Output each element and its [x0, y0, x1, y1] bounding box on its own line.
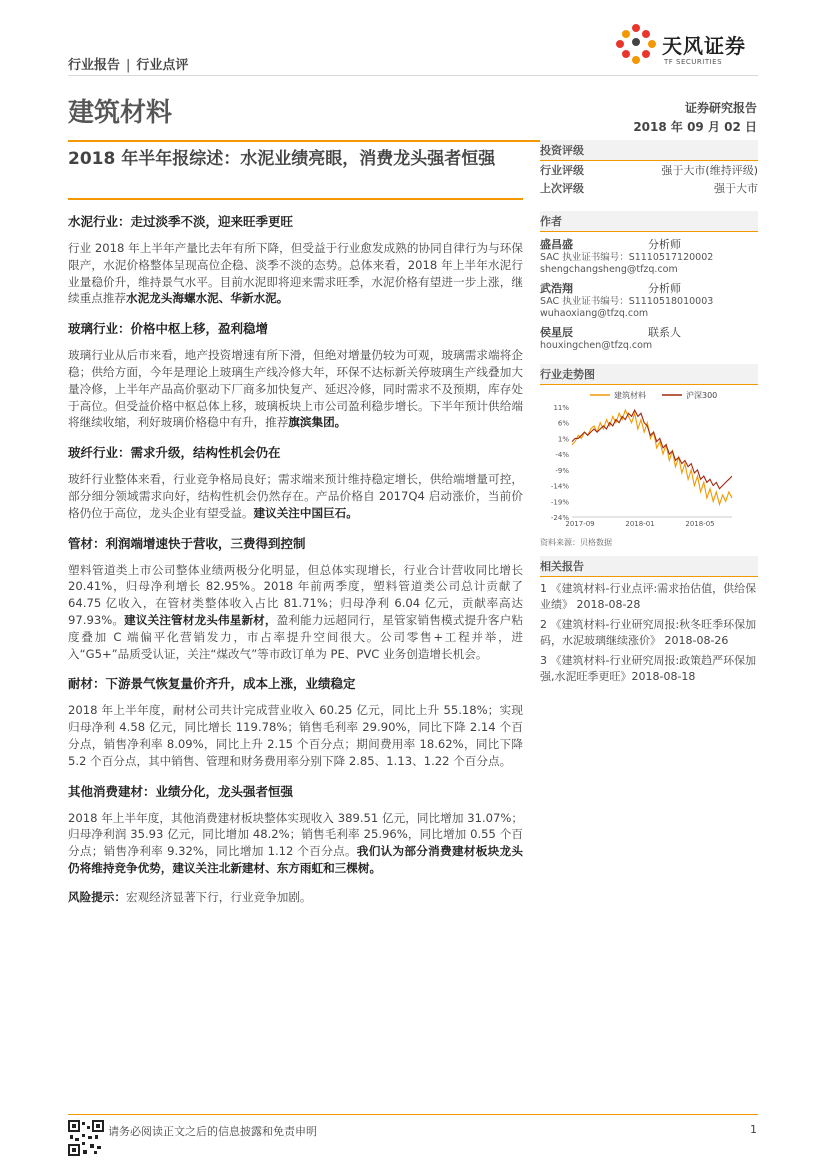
section-heading-consumer-materials: 其他消费建材：业绩分化，龙头强者恒强 [68, 783, 294, 799]
logo-name: 天风证券 [662, 34, 746, 58]
author-heading: 作者 [540, 211, 758, 232]
y-tick-label: -19% [550, 498, 569, 507]
section-body-refractory: 2018 年上半年度，耐材公司共计完成营业收入 60.25 亿元，同比上升 55.18%；实现归母净利 4.58 亿元，同比增长 119.78%；销售毛利率 29.90%，同比下降 2.14 个百分点，销售净利率 8.09%，同比上升 2.15 个百分点；期间费用率 18.62%，同比下降 5.2 个百分点，其中销售、管理和财务费用率分别下降 2.85、1.13、1.22 个百分点。 [68, 703, 523, 768]
x-tick-label: 2018-05 [685, 520, 715, 528]
section-body-pipes: 塑料管道类上市公司整体业绩两极分化明显，但总体实现增长，行业合计营收同比增长 20.41%，归母净利增长 82.95%。2018 年前两季度，塑料管道类公司总计贡献了 64.75 亿收入，在管材类整体收入占比 81.71%；归母净利 6.04 亿元，贡献率高达 97.93%。建议关注管材龙头伟星新材，盈利能力远超同行，星管家销售模式提升客户粘度叠加 C 端偏平化营销发力，市占率提升空间很大。公司零售+工程并举，进入“G5+”品质受认证，关注“煤改气”等市政订单为 PE、PVC 业务创造增长机会。 [68, 562, 523, 661]
author-entry: 盛昌盛 分析师 SAC 执业证书编号：S1110517120002 shengchangsheng@tfzq.com [540, 236, 758, 276]
series-line [572, 410, 732, 504]
section-body-fiberglass: 玻纤行业整体来看，行业竞争格局良好；需求端来预计维持稳定增长，供给端增量可控，部分细分领域需求向好，结构性机会仍然存在。产品价格自 2017Q4 启动涨价，当前价格仍位于高位，龙头企业有望受益。建议关注中国巨石。 [68, 472, 523, 520]
related-report-link[interactable]: 3 《建筑材料-行业研究周报:政策趋严环保加强,水泥旺季更旺》2018-08-18 [540, 654, 757, 683]
x-tick-label: 2017-09 [565, 520, 595, 528]
section-heading-refractory: 耐材：下游景气恢复量价齐升，成本上涨，业绩稳定 [68, 676, 356, 692]
y-tick-label: 1% [557, 435, 569, 444]
report-type: 证券研究报告 [684, 101, 757, 115]
header-divider [68, 75, 758, 76]
industry-trend-chart [540, 364, 758, 548]
legend-label: 沪深300 [686, 391, 718, 400]
chart-source: 资料来源：贝格数据 [540, 538, 612, 547]
section-heading-cement: 水泥行业：走过淡季不淡，迎来旺季更旺 [68, 214, 294, 229]
author-entry: 侯星辰 联系人 houxingchen@tfzq.com [540, 324, 758, 352]
footer-divider [68, 1114, 758, 1115]
trend-chart-svg [540, 385, 758, 535]
section-heading-pipes: 管材：利润端增速快于营收，三费得到控制 [68, 535, 306, 551]
related-heading: 相关报告 [540, 556, 758, 577]
legend-label: 建筑材料 [614, 391, 646, 400]
logo-subtitle: TF SECURITIES [664, 58, 723, 66]
breadcrumb-review: 行业点评 [136, 58, 189, 73]
series-line [572, 410, 732, 489]
title-divider-bottom [68, 198, 523, 200]
author-email[interactable]: wuhaoxiang@tfzq.com [540, 308, 649, 319]
sidebar [540, 140, 758, 685]
breadcrumb [68, 54, 188, 73]
related-report-link[interactable]: 1 《建筑材料-行业点评:需求抬估值，供给保业绩》 2018-08-28 [540, 582, 757, 611]
related-reports [540, 556, 758, 685]
y-tick-label: 6% [557, 419, 569, 428]
x-tick-label: 2018-01 [625, 520, 655, 528]
y-tick-label: -4% [555, 451, 569, 460]
section-body-cement: 行业 2018 年上半年产量比去年有所下降，但受益于行业愈发成熟的协同自律行为与环保限产，水泥价格整体呈现高位企稳、淡季不淡的态势。总体来看，2018 年上半年水泥行业量稳价升，维持景气水平。目前水泥即将迎来需求旺季，水泥价格有望进一步上涨，继续重点推荐水泥龙头海螺水泥、华新水泥。 [68, 241, 523, 306]
logo-mark-icon [612, 20, 660, 68]
main-content [68, 212, 523, 918]
related-report-link[interactable]: 2 《建筑材料-行业研究周报:秋冬旺季环保加码，水泥玻璃继续涨价》 2018-08-26 [540, 618, 757, 647]
risk-warning: 风险提示：宏观经济显著下行，行业竞争加剧。 [68, 889, 312, 904]
author-email[interactable]: shengchangsheng@tfzq.com [540, 264, 678, 275]
chart-heading: 行业走势图 [540, 364, 758, 385]
rating-heading: 投资评级 [540, 140, 758, 161]
section-body-consumer-materials: 2018 年上半年度，其他消费建材板块整体实现收入 389.51 亿元，同比增加 31.07%；归母净利润 35.93 亿元，同比增加 48.2%；销售毛利率 25.96%，同比增加 0.55 个百分点；销售净利率 9.32%，同比增加 1.12 个百分点。我们认为部分消费建材板块龙头仍将维持竞争优势，建议关注北新建材、东方雨虹和三棵树。 [68, 810, 523, 875]
report-title: 2018 年半年报综述：水泥业绩亮眼，消费龙头强者恒强 [68, 149, 496, 169]
section-heading-fiberglass: 玻纤行业：需求升级，结构性机会仍在 [68, 445, 281, 461]
y-tick-label: -24% [550, 514, 569, 522]
section-body-glass: 玻璃行业从后市来看，地产投资增速有所下滑，但绝对增量仍较为可观，玻璃需求端将企稳；供给方面，今年是理论上玻璃生产线冷修大年，环保不达标新关停玻璃生产线叠加大量冷修，上半年产品高价驱动下厂商多加快复产、延迟冷修，同时需求不及预期，库存处于高位。但受益价格中枢总体上移，玻璃板块上市公司盈利稳步增长。下半年预计供给端将继续收缩，利好玻璃价格稳中有升，推荐旗滨集团。 [68, 348, 523, 430]
rating-row-current: 行业评级 强于大市(维持评级) [540, 164, 758, 177]
industry-category: 建筑材料 [68, 98, 173, 128]
author-email[interactable]: houxingchen@tfzq.com [540, 340, 653, 351]
company-logo [612, 20, 772, 72]
section-heading-glass: 玻璃行业：价格中枢上移，盈利稳增 [68, 321, 269, 337]
qr-code-icon [68, 1120, 104, 1156]
y-tick-label: -14% [550, 482, 569, 491]
rating-row-previous: 上次评级 强于大市 [540, 182, 758, 195]
y-tick-label: -9% [555, 466, 569, 475]
report-date: 2018 年 09 月 02 日 [633, 120, 757, 134]
author-entry: 武浩翔 分析师 SAC 执业证书编号：S1110518010003 wuhaoxiang@tfzq.com [540, 280, 758, 320]
page-number: 1 [750, 1123, 757, 1136]
breadcrumb-report: 行业报告 [68, 58, 121, 73]
breadcrumb-separator: | [126, 58, 131, 73]
footer-disclaimer: 请务必阅读正文之后的信息披露和免责申明 [108, 1125, 317, 1138]
y-tick-label: 11% [553, 404, 569, 412]
